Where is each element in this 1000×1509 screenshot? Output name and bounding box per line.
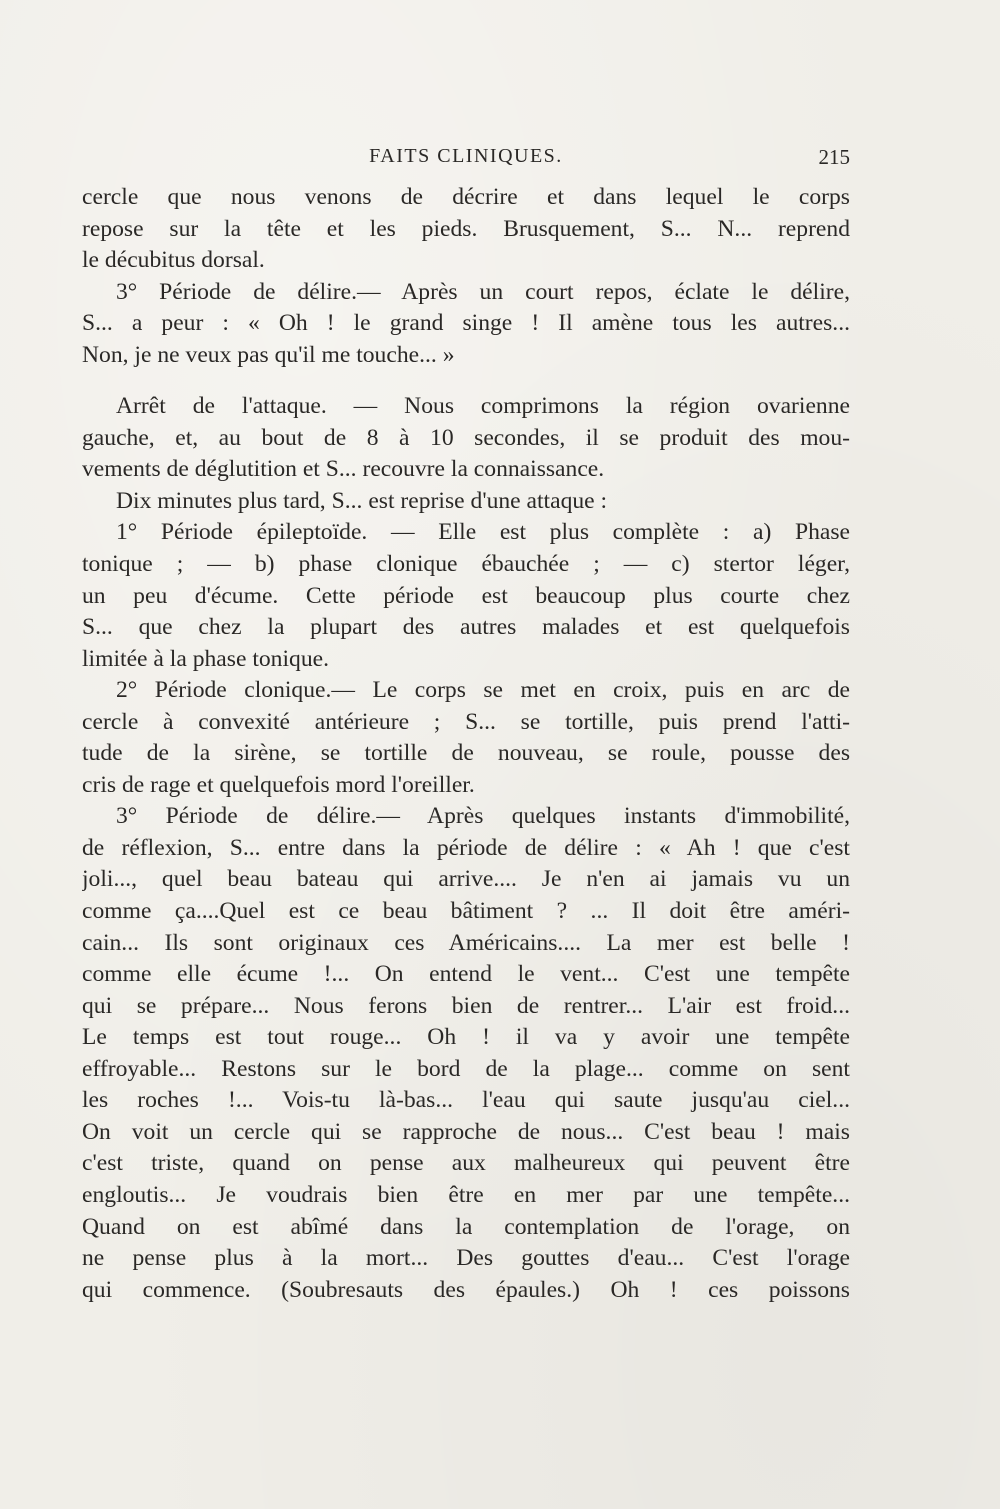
text-line: cris de rage et quelquefois mord l'oreiller. <box>82 771 475 798</box>
text-line: 3° Période de délire.— Après quelques instants d'immobilité, <box>116 803 850 830</box>
text-line: S... a peur : « Oh ! le grand singe ! Il amène tous les autres... <box>82 310 850 337</box>
text-line: Non, je ne veux pas qu'il me touche... » <box>82 341 455 368</box>
text-line: repose sur la tête et les pieds. Brusquement, S... N... reprend <box>82 215 850 242</box>
text-line: comme ça....Quel est ce beau bâtiment ? ... Il doit être améri- <box>82 898 850 925</box>
text-line: 2° Période clonique.— Le corps se met en croix, puis en arc de <box>116 677 850 704</box>
text-line: gauche, et, au bout de 8 à 10 secondes, il se produit des mou- <box>82 424 850 451</box>
text-line: qui se prépare... Nous ferons bien de rentrer... L'air est froid... <box>82 992 850 1019</box>
text-line: cain... Ils sont originaux ces Américains.... La mer est belle ! <box>82 929 850 956</box>
running-title: FAITS CLINIQUES. <box>369 145 563 167</box>
page-header <box>82 143 850 173</box>
page-number: 215 <box>818 145 850 169</box>
text-line: c'est triste, quand on pense aux malheureux qui peuvent être <box>82 1150 850 1177</box>
text-line: Arrêt de l'attaque. — Nous comprimons la région ovarienne <box>116 393 850 420</box>
text-line: le décubitus dorsal. <box>82 247 265 274</box>
text-line: joli..., quel beau bateau qui arrive.... Je n'en ai jamais vu un <box>82 866 850 893</box>
text-line: 1° Période épileptoïde. — Elle est plus complète : a) Phase <box>116 519 850 546</box>
text-line: S... que chez la plupart des autres malades et est quelquefois <box>82 614 850 641</box>
text-line: Le temps est tout rouge... Oh ! il va y avoir une tempête <box>82 1024 850 1051</box>
text-line: Quand on est abîmé dans la contemplation de l'orage, on <box>82 1213 850 1240</box>
text-line: comme elle écume !... On entend le vent... C'est une tempête <box>82 961 850 988</box>
text-line: cercle à convexité antérieure ; S... se tortille, puis prend l'atti- <box>82 708 850 735</box>
text-line: engloutis... Je voudrais bien être en mer par une tempête... <box>82 1181 850 1208</box>
text-line: de réflexion, S... entre dans la période de délire : « Ah ! que c'est <box>82 834 850 861</box>
text-line: les roches !... Vois-tu là-bas... l'eau qui saute jusqu'au ciel... <box>82 1087 850 1114</box>
text-line: cercle que nous venons de décrire et dans lequel le corps <box>82 184 850 210</box>
text-line: effroyable... Restons sur le bord de la plage... comme on sent <box>82 1055 850 1082</box>
text-line: ne pense plus à la mort... Des gouttes d'eau... C'est l'orage <box>82 1245 850 1272</box>
text-line: 3° Période de délire.— Après un court repos, éclate le délire, <box>116 278 850 305</box>
body-text <box>82 182 850 1306</box>
text-line: qui commence. (Soubresauts des épaules.) Oh ! ces poissons <box>82 1276 850 1303</box>
text-line: limitée à la phase tonique. <box>82 645 329 672</box>
paragraph-gap <box>82 371 850 391</box>
text-line: Dix minutes plus tard, S... est reprise d'une attaque : <box>116 487 608 514</box>
text-line: un peu d'écume. Cette période est beaucoup plus courte chez <box>82 582 850 609</box>
text-line: On voit un cercle qui se rapproche de nous... C'est beau ! mais <box>82 1118 850 1145</box>
text-line: tonique ; — b) phase clonique ébauchée ; — c) stertor léger, <box>82 551 850 578</box>
text-line: vements de déglutition et S... recouvre la connaissance. <box>82 456 605 483</box>
text-line: tude de la sirène, se tortille de nouveau, se roule, pousse des <box>82 740 850 767</box>
